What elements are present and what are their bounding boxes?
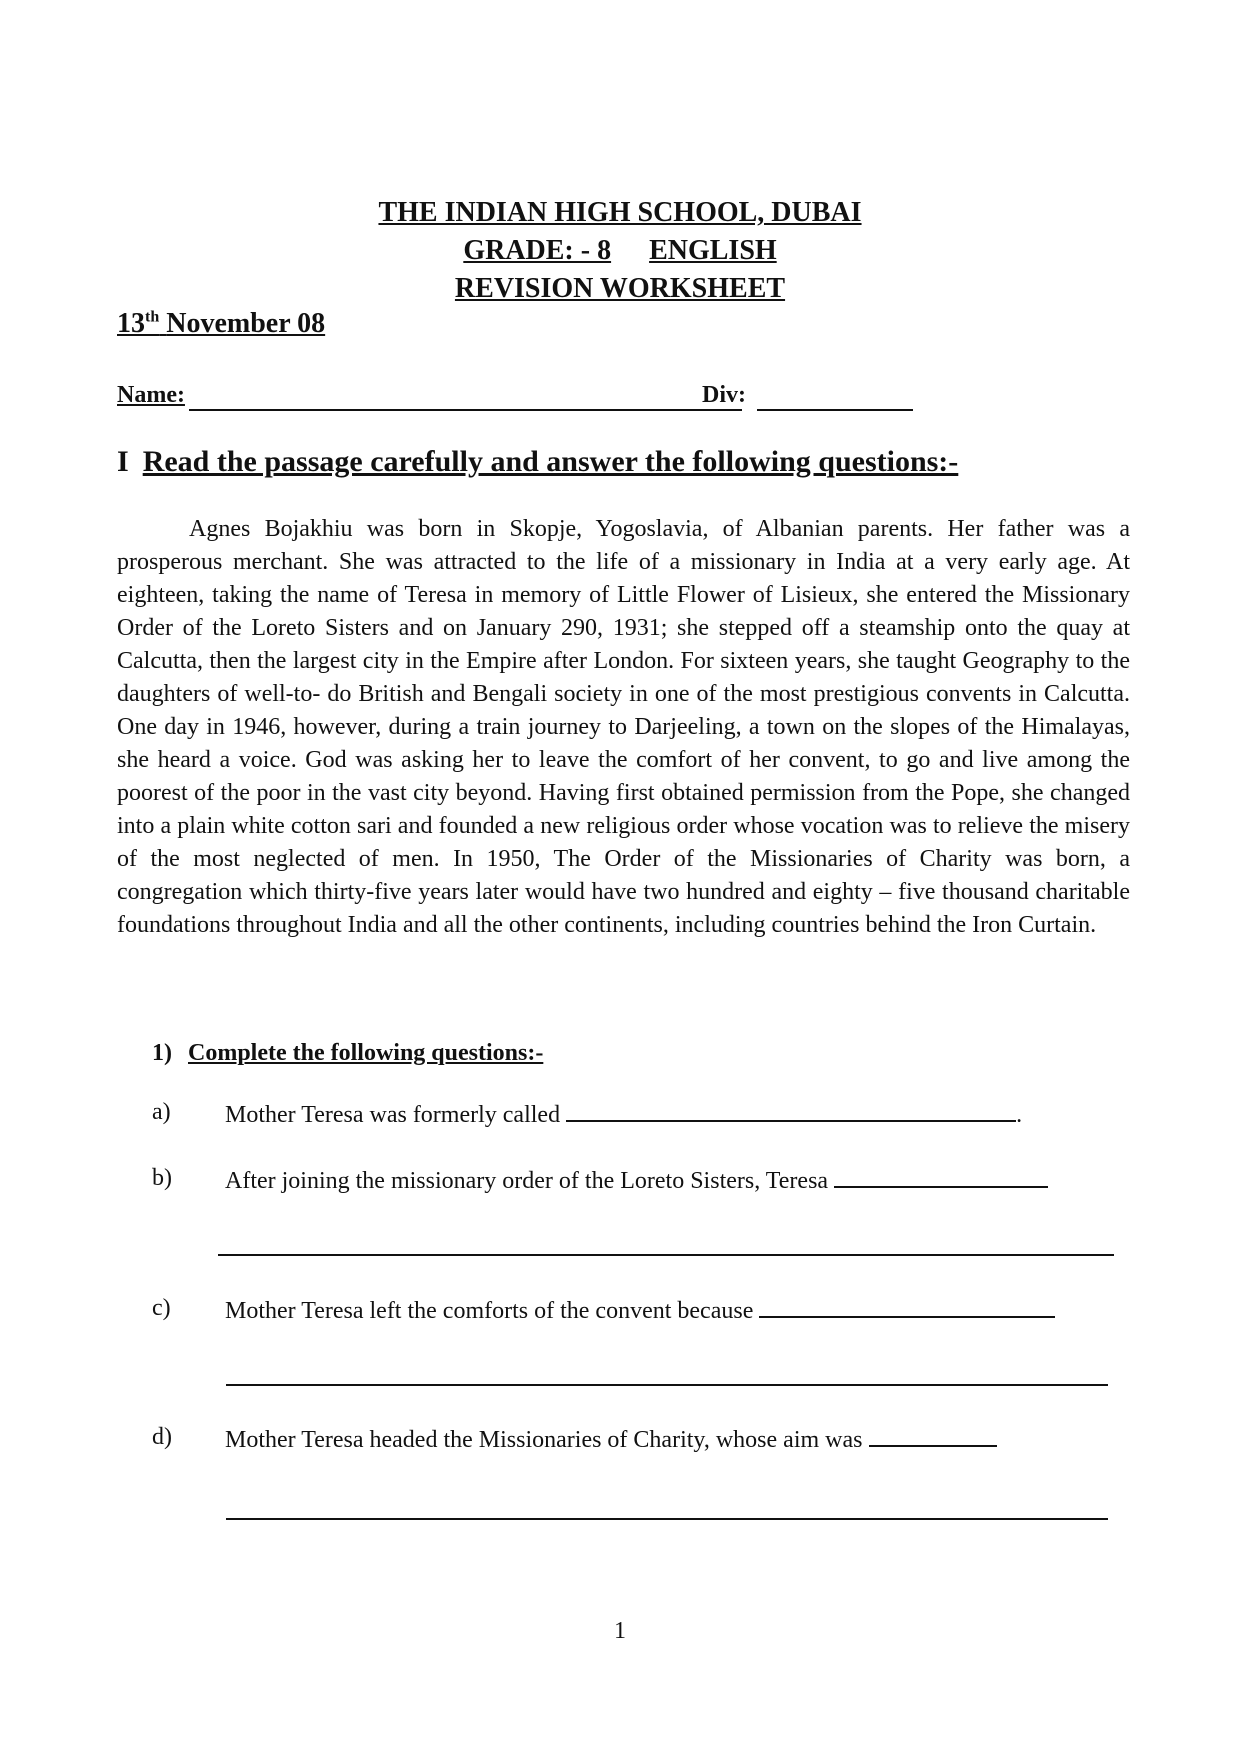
- section-heading: [117, 445, 958, 479]
- question-letter: b): [152, 1165, 172, 1191]
- div-field[interactable]: [757, 409, 913, 411]
- grade-label: GRADE: - 8: [463, 235, 612, 266]
- worksheet-date: [117, 308, 325, 340]
- section-number: I: [117, 445, 129, 478]
- answer-line[interactable]: [218, 1254, 1114, 1256]
- name-field[interactable]: [189, 409, 742, 411]
- date-day: 13: [117, 308, 145, 339]
- question-text: Mother Teresa headed the Missionaries of Charity, whose aim was: [225, 1427, 863, 1453]
- worksheet-header: [0, 194, 1240, 308]
- date-suffix: th: [145, 308, 160, 326]
- answer-blank[interactable]: [834, 1162, 1048, 1188]
- div-label: Div:: [702, 382, 746, 408]
- question-text: Mother Teresa left the comforts of the convent because: [225, 1298, 754, 1324]
- name-label: Name:: [117, 382, 185, 408]
- question-letter: d): [152, 1424, 172, 1450]
- worksheet-title: REVISION WORKSHEET: [454, 273, 786, 304]
- question-end: .: [1016, 1102, 1023, 1128]
- date-rest: November 08: [166, 308, 326, 339]
- section-instruction: Read the passage carefully and answer the following questions:-: [142, 445, 959, 478]
- question-text: After joining the missionary order of the Loreto Sisters, Teresa: [225, 1168, 829, 1194]
- answer-blank[interactable]: [759, 1292, 1055, 1318]
- answer-blank[interactable]: [869, 1421, 997, 1447]
- question-letter: c): [152, 1295, 171, 1321]
- school-name: THE INDIAN HIGH SCHOOL, DUBAI: [378, 197, 862, 228]
- question-block-number: 1): [152, 1040, 172, 1066]
- page-number: 1: [614, 1618, 626, 1644]
- answer-blank[interactable]: [566, 1096, 1016, 1122]
- question-block-heading: [152, 1040, 543, 1067]
- answer-line[interactable]: [226, 1384, 1108, 1386]
- reading-passage: Agnes Bojakhiu was born in Skopje, Yogoslavia, of Albanian parents. Her father was a prosperous merchant. She was attracted to the life of a missionary in India at a very early age. At eighteen, taking the name of Teresa in memory of Little Flower of Lisieux, she entered the Missionary Order of the Loreto Sisters and on January 290, 1931; she stepped off a steamship onto the quay at Calcutta, then the largest city in the Empire after London. For sixteen years, she taught Geography to the daughters of well-to- do British and Bengali society in one of the most prestigious convents in Calcutta. One day in 1946, however, during a train journey to Darjeeling, a town on the slopes of the Himalayas, she heard a voice. God was asking her to leave the comfort of her convent, to go and live among the poorest of the poor in the vast city beyond. Having first obtained permission from the Pope, she changed into a plain white cotton sari and founded a new religious order whose vocation was to relieve the misery of the most neglected of men. In 1950, The Order of the Missionaries of Charity was born, a congregation which thirty-five years later would have two hundred and eighty – five thousand charitable foundations throughout India and all the other continents, including countries behind the Iron Curtain.: [117, 516, 1130, 938]
- answer-line[interactable]: [226, 1518, 1108, 1520]
- question-text: Mother Teresa was formerly called: [225, 1102, 561, 1128]
- subject-label: ENGLISH: [649, 235, 777, 266]
- question-block-title: Complete the following questions:-: [188, 1040, 544, 1066]
- grade-subject: [0, 232, 1240, 270]
- question-letter: a): [152, 1099, 171, 1125]
